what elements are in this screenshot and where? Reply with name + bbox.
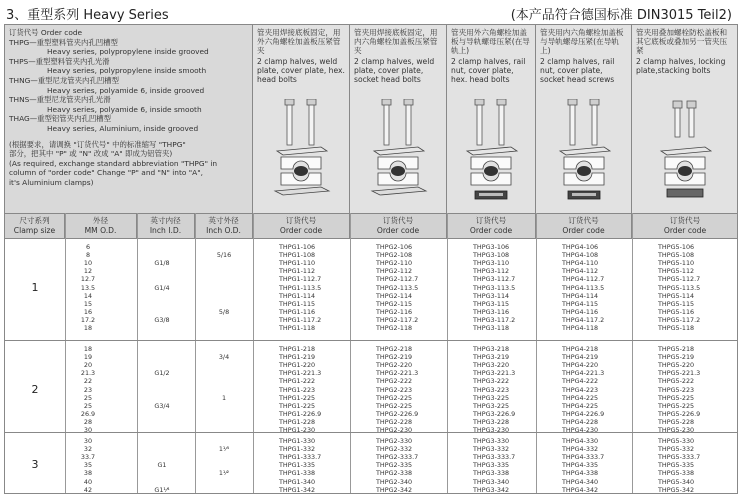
order-code-cell: THPG4-230 [562,426,599,434]
order-code-cell: THPG3-342 [473,485,510,494]
order-code-cell: THPG2-225 [376,401,413,410]
order-code-cell: THPG2-113.5 [376,283,419,292]
order-code-cell: THPG1-223 [279,385,316,394]
order-code-cell: THPG1-230 [279,426,316,434]
order-code-cell: THPG3-223 [473,385,510,394]
order-code-cell: THPG2-226.9 [376,409,419,418]
order-code-cell: THPG1-112.7 [279,275,322,284]
clamp-drawing-icon [461,99,521,209]
clamp-drawing-icon [368,99,428,209]
order-code-cell: THPG4-106 [562,243,599,251]
od-value: 21.3 [80,369,96,378]
legend-line-en: Heavy series, polyamide 6, inside grooved [47,85,205,95]
order-code-cell: THPG5-113.5 [658,283,701,292]
header-od-mm-en: MM O.D. [84,226,117,235]
order-code-cell: THPG4-226.9 [562,409,605,418]
order-code-cell: THPG3-340 [473,477,510,486]
order-code-cell: THPG3-113.5 [473,283,516,292]
order-code-cell: THPG5-108 [658,251,695,260]
od-value: 40 [83,477,93,486]
legend-line-cn: THPS—重型塑料管夹内孔光滑 [9,56,110,66]
order-code-cell: THPG2-335 [376,461,413,470]
header-order-code-en: Order code [376,226,420,235]
legend-line-cn: THNG—重型尼龙管夹内孔凹槽型 [9,75,120,85]
order-code-cell: THPG2-116 [376,307,413,316]
order-code-cell: THPG4-222 [562,377,599,386]
inch-id-value: G1 [157,461,167,470]
legend-line-en: Heavy series, polypropylene inside grooved [47,47,209,57]
clamp-size-value: 2 [31,382,39,396]
order-code-cell: THPG3-228 [473,417,510,426]
od-value: 22 [83,377,93,386]
legend-note-line: (根据要求，请调换 "订货代号" 中的标准缩写 "THPG" [9,139,186,149]
order-code-cell: THPG3-118 [473,324,510,332]
legend-line-en: Heavy series, polyamide 6, inside smooth [47,104,202,114]
order-code-cell: THPG3-108 [473,251,510,260]
order-code-cell: THPG2-115 [376,299,413,308]
legend-line-cn: 订货代号 Order code [9,28,83,37]
clamp-drawing-icon [554,99,614,209]
order-code-cell: THPG3-106 [473,243,510,251]
order-code-cell: THPG3-110 [473,259,510,268]
order-code-cell: THPG4-115 [562,299,599,308]
order-code-cell: THPG5-106 [658,243,695,251]
standard-note: (本产品符合德国标准 DIN3015 Teil2) [510,8,732,23]
order-code-cell: THPG1-108 [279,251,316,260]
type-description-en: 2 clamp halves, rail nut, cover plate, socket head screws [540,56,615,85]
od-value: 28 [83,417,93,426]
order-code-cell: THPG3-335 [473,461,510,470]
order-code-cell: THPG4-220 [562,361,599,370]
header-order-code-2 [350,213,447,239]
header-order-code-cn: 订货代号 [285,216,317,225]
order-code-cell: THPG2-106 [376,243,413,251]
order-code-cell: THPG5-222 [658,377,695,386]
type-description-cn: 管夹用焊接底板固定，用外六角螺栓加盖板压紧管夹 [257,28,341,56]
order-code-cell: THPG2-342 [376,485,413,494]
order-code-cell: THPG3-225 [473,401,510,410]
clamp-size-value: 1 [31,280,39,294]
order-code-cell: THPG3-222 [473,377,510,386]
header-inch-id-en: Inch I.D. [149,226,182,235]
type-description-en: 2 clamp halves, weld plate, cover plate, hex. head bolts [257,56,345,85]
order-code-cell: THPG5-114 [658,291,695,300]
order-code-cell: THPG2-225 [376,393,413,402]
order-code-cell: THPG3-225 [473,393,510,402]
inch-od-value: 5/8 [218,307,230,316]
order-code-cell: THPG2-112.7 [376,275,419,284]
order-code-cell: THPG1-218 [279,345,316,353]
order-code-cell: THPG2-338 [376,469,413,478]
order-code-cell: THPG2-108 [376,251,413,260]
od-value: 13.5 [80,283,96,292]
inch-id-value: G3/4 [154,401,170,410]
od-value: 10 [83,259,93,268]
order-code-cell: THPG1-110 [279,259,316,268]
order-code-cell: THPG1-116 [279,307,316,316]
order-code-cell: THPG2-228 [376,417,413,426]
type-column-4 [536,25,632,213]
order-code-cell: THPG4-225 [562,393,599,402]
order-code-cell: THPG4-333.7 [562,453,605,462]
order-code-cell: THPG2-118 [376,324,413,332]
type-description-en: 2 clamp halves, rail nut, cover plate, hex. head bolts [451,56,526,85]
order-code-cell: THPG2-332 [376,445,413,454]
order-code-cell: THPG1-332 [279,445,316,454]
inch-id-value: G1/8 [154,259,170,268]
clamp-size-value: 3 [31,458,39,472]
order-code-cell: THPG4-335 [562,461,599,470]
header-od-mm [65,213,137,239]
order-code-cell: THPG5-117.2 [658,315,701,324]
order-code-cell: THPG4-332 [562,445,599,454]
inch-od-value: 5/16 [216,251,232,260]
type-description-en: 2 clamp halves, locking plate,stacking bolts [636,56,726,75]
od-value: 25 [83,393,93,402]
order-code-cell: THPG5-110 [658,259,695,268]
inch-od-value: 1 [221,393,227,402]
header-inch-id-cn: 英寸内径 [150,216,181,225]
inch-od-value: 3/4 [218,353,230,362]
order-code-cell: THPG2-222 [376,377,413,386]
order-code-cell: THPG1-340 [279,477,316,486]
order-code-cell: THPG5-225 [658,393,695,402]
order-code-cell: THPG3-226.9 [473,409,516,418]
od-value: 33.7 [80,453,96,462]
type-column-2 [350,25,447,213]
od-value: 18 [83,324,93,332]
order-code-cell: THPG2-220 [376,361,413,370]
order-code-cell: THPG4-118 [562,324,599,332]
order-code-cell: THPG3-219 [473,353,510,362]
order-code-cell: THPG2-218 [376,345,413,353]
order-code-cell: THPG1-106 [279,243,316,251]
legend-note-line: it's Aluminium clamps) [9,177,94,187]
header-od-mm-cn: 外径 [92,216,109,225]
header-order-code-en: Order code [469,226,513,235]
catalog-sheet [4,24,738,494]
order-code-cell: THPG3-338 [473,469,510,478]
order-code-cell: THPG2-114 [376,291,413,300]
header-order-code-en: Order code [279,226,323,235]
type-description-cn: 管夹用焊接底板固定，用内六角螺栓加盖板压紧管夹 [354,28,438,56]
clamp-drawing-icon [655,99,715,209]
header-inch-id [137,213,195,239]
type-description-cn: 管夹用内六角螺栓加盖板与导轨螺母压紧(在导轨上) [540,28,624,56]
type-column-5 [632,25,738,213]
order-code-cell: THPG4-338 [562,469,599,478]
od-value: 42 [83,485,93,494]
order-code-cell: THPG1-330 [279,437,316,445]
order-code-cell: THPG5-220 [658,361,695,370]
order-code-cell: THPG2-330 [376,437,413,445]
order-code-cell: THPG5-225 [658,401,695,410]
order-code-cell: THPG2-223 [376,385,413,394]
inch-id-value: G1/4 [154,283,170,292]
order-code-cell: THPG3-221.3 [473,369,516,378]
order-code-cell: THPG1-335 [279,461,316,470]
order-code-cell: THPG5-338 [658,469,695,478]
order-code-cell: THPG1-221.3 [279,369,322,378]
order-code-cell: THPG5-340 [658,477,695,486]
clamp-drawing-icon [271,99,331,209]
order-code-cell: THPG1-112 [279,267,316,276]
legend-line-en: Heavy series, polypropylene inside smooth [47,66,207,76]
order-code-cell: THPG1-338 [279,469,316,478]
legend-note-line: 部分，把其中 "P" 或 "N" 改成 "A" 即成为铝管夹) [9,149,173,159]
order-code-cell: THPG4-218 [562,345,599,353]
order-code-cell: THPG2-110 [376,259,413,268]
type-description [253,25,349,84]
order-code-cell: THPG3-114 [473,291,510,300]
header-inch-od [195,213,253,239]
order-code-cell: THPG4-110 [562,259,599,268]
order-code-cell: THPG4-342 [562,485,599,494]
section-title: 3、重型系列 Heavy Series [6,8,169,23]
header-order-code-cn: 订货代号 [568,216,599,225]
order-code-cell: THPG2-112 [376,267,413,276]
order-code-cell: THPG3-116 [473,307,510,316]
clamp-drawing [368,99,428,213]
od-value: 17.2 [80,315,96,324]
inch-od-value: 1¹⁄² [218,469,230,478]
legend-note [9,140,248,188]
header-order-code-1 [253,213,350,239]
od-value: 12.7 [80,275,96,284]
order-code-cell: THPG4-330 [562,437,599,445]
order-code-cell: THPG2-340 [376,477,413,486]
od-value: 23 [83,385,93,394]
od-value: 30 [83,437,93,445]
legend-note-line: (As required, exchange standard abbreviation "THPG" in [9,158,218,168]
clamp-drawing [461,99,521,213]
order-code-cell: THPG1-118 [279,324,316,332]
legend-line-cn: THNS—重型尼龙管夹内孔光滑 [9,95,111,105]
type-column-3 [447,25,536,213]
size-group-3 [5,433,738,494]
od-value: 30 [83,426,93,434]
legend-line-cn: THAG—重型铝管夹内孔凹槽型 [9,114,112,124]
order-code-cell: THPG3-220 [473,361,510,370]
od-value: 38 [83,469,93,478]
od-value: 16 [83,307,93,316]
order-code-cell: THPG1-225 [279,393,316,402]
order-code-cell: THPG1-333.7 [279,453,322,462]
order-code-cell: THPG5-332 [658,445,695,454]
inch-id-value: G1¹⁄⁴ [154,485,170,494]
header-clamp-size-en: Clamp size [13,226,56,235]
order-code-cell: THPG1-113.5 [279,283,322,292]
order-code-cell: THPG5-218 [658,345,695,353]
order-code-cell: THPG1-342 [279,485,316,494]
header-order-code-cn: 订货代号 [669,216,701,225]
order-code-cell: THPG3-117.2 [473,315,516,324]
order-code-cell: THPG5-116 [658,307,695,316]
od-value: 35 [83,461,93,470]
order-code-cell: THPG1-226.9 [279,409,322,418]
header-inch-od-cn: 英寸外径 [208,216,239,225]
header-order-code-cn: 订货代号 [475,216,507,225]
order-code-legend [5,25,253,213]
order-code-cell: THPG3-333.7 [473,453,516,462]
od-value: 8 [85,251,91,260]
od-value: 25 [83,401,93,410]
order-code-cell: THPG5-228 [658,417,695,426]
order-code-cell: THPG4-114 [562,291,599,300]
order-code-cell: THPG4-340 [562,477,599,486]
od-value: 19 [83,353,93,362]
header-clamp-size-cn: 尺寸系列 [19,216,50,225]
header-order-code-en: Order code [562,226,605,235]
order-code-cell: THPG2-333.7 [376,453,419,462]
order-code-cell: THPG5-112.7 [658,275,701,284]
legend-line-en: Heavy series, Aluminium, inside grooved [47,123,199,133]
order-code-cell: THPG4-116 [562,307,599,316]
order-code-cell: THPG5-118 [658,324,695,332]
order-code-cell: THPG4-219 [562,353,599,362]
inch-id-value: G3/8 [154,315,170,324]
inch-od-value: 1¹⁄⁴ [218,445,230,454]
order-code-cell: THPG1-225 [279,401,316,410]
order-code-cell: THPG1-220 [279,361,316,370]
order-code-cell: THPG4-108 [562,251,599,260]
header-inch-od-en: Inch O.D. [206,226,241,235]
order-code-cell: THPG3-230 [473,426,510,434]
order-code-cell: THPG4-228 [562,417,599,426]
od-value: 18 [83,345,93,353]
order-code-cell: THPG4-221.3 [562,369,605,378]
order-code-cell: THPG2-117.2 [376,315,419,324]
order-code-cell: THPG1-115 [279,299,316,308]
order-code-cell: THPG5-330 [658,437,695,445]
od-value: 20 [83,361,93,370]
order-code-cell: THPG3-330 [473,437,510,445]
header-order-code-5 [632,213,738,239]
legend-line-cn: THPG—重型塑料管夹内孔凹槽型 [9,37,118,47]
inch-id-value: G1/2 [154,369,170,378]
order-code-cell: THPG5-335 [658,461,695,470]
type-description-cn: 管夹用叠加螺栓防松盖板和其它底板或叠加另一管夹压紧 [636,28,728,56]
order-code-cell: THPG5-221.3 [658,369,701,378]
type-description [350,25,446,84]
order-code-cell: THPG1-219 [279,353,316,362]
header-order-code-3 [447,213,536,239]
order-code-cell: THPG5-115 [658,299,695,308]
order-code-cell: THPG5-333.7 [658,453,701,462]
order-code-cell: THPG1-228 [279,417,316,426]
order-code-cell: THPG3-112.7 [473,275,516,284]
order-code-cell: THPG4-225 [562,401,599,410]
order-code-cell: THPG1-114 [279,291,316,300]
order-code-cell: THPG5-342 [658,485,695,494]
header-order-code-en: Order code [663,226,707,235]
order-code-cell: THPG3-332 [473,445,510,454]
od-value: 14 [83,291,93,300]
clamp-drawing [554,99,614,213]
order-code-cell: THPG3-112 [473,267,510,276]
clamp-drawing [271,99,331,213]
order-code-cell: THPG4-223 [562,385,599,394]
od-value: 32 [83,445,93,454]
size-group-2 [5,341,738,433]
type-description [632,25,738,75]
order-code-cell: THPG1-222 [279,377,316,386]
order-code-cell: THPG4-117.2 [562,315,605,324]
order-code-cell: THPG5-223 [658,385,695,394]
order-code-cell: THPG5-226.9 [658,409,701,418]
type-description [447,25,535,84]
order-code-cell: THPG4-113.5 [562,283,605,292]
header-order-code-4 [536,213,632,239]
header-clamp-size [5,213,65,239]
type-description-en: 2 clamp halves, weld plate, cover plate, socket head bolts [354,56,435,85]
order-code-cell: THPG4-112.7 [562,275,605,284]
type-description-cn: 管夹用外六角螺栓加盖板与导轨螺母压紧(在导轨上) [451,28,530,56]
order-code-cell: THPG5-219 [658,353,695,362]
order-code-cell: THPG5-112 [658,267,695,276]
od-value: 6 [85,243,91,251]
order-code-cell: THPG2-230 [376,426,413,434]
legend-note-line: column of "order code" Change "P" and "N" into "A", [9,168,203,178]
type-description [536,25,631,84]
header-order-code-cn: 订货代号 [382,216,414,225]
order-code-cell: THPG5-230 [658,426,695,434]
order-code-cell: THPG3-218 [473,345,510,353]
order-code-cell: THPG2-219 [376,353,413,362]
od-value: 15 [83,299,93,308]
size-group-1 [5,239,738,341]
order-code-cell: THPG2-221.3 [376,369,419,378]
od-value: 26.9 [80,409,96,418]
clamp-drawing [655,99,715,213]
order-code-cell: THPG3-115 [473,299,510,308]
order-code-cell: THPG4-112 [562,267,599,276]
type-column-1 [253,25,350,213]
order-code-cell: THPG1-117.2 [279,315,322,324]
od-value: 12 [83,267,93,276]
